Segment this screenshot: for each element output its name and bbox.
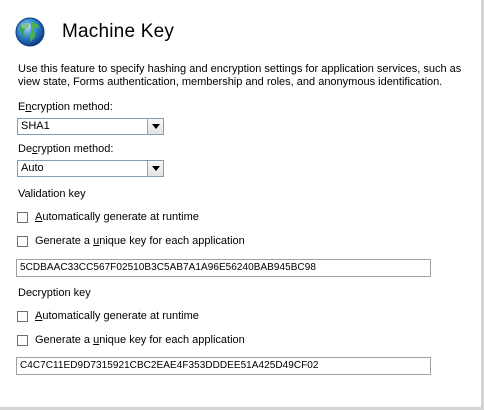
feature-description: Use this feature to specify hashing and encryption settings for application services, such as view state, Forms authentication, membership and roles, and anonymous identification. bbox=[18, 63, 462, 88]
decryption-key-heading: Decryption key bbox=[18, 287, 91, 299]
validation-auto-generate-row[interactable] bbox=[17, 211, 199, 223]
decryption-key-value: C4C7C11ED9D7315921CBC2EAE4F353DDDEE51A425D49CF02 bbox=[20, 360, 319, 371]
chevron-down-icon[interactable] bbox=[147, 119, 163, 134]
validation-unique-key-label: Generate a unique key for each application bbox=[35, 235, 245, 247]
encryption-method-select[interactable] bbox=[17, 118, 164, 135]
decryption-unique-key-row[interactable] bbox=[17, 334, 245, 346]
validation-unique-key-checkbox[interactable] bbox=[17, 236, 28, 247]
validation-key-input[interactable] bbox=[16, 259, 431, 277]
decryption-auto-generate-checkbox[interactable] bbox=[17, 311, 28, 322]
decryption-auto-generate-row[interactable] bbox=[17, 310, 199, 322]
validation-auto-generate-checkbox[interactable] bbox=[17, 212, 28, 223]
decryption-unique-key-checkbox[interactable] bbox=[17, 335, 28, 346]
decryption-unique-key-label: Generate a unique key for each application bbox=[35, 334, 245, 346]
chevron-down-icon[interactable] bbox=[147, 161, 163, 176]
page-header bbox=[14, 12, 174, 52]
encryption-method-label: Encryption method: bbox=[18, 101, 113, 113]
decryption-method-select[interactable] bbox=[17, 160, 164, 177]
encryption-method-value: SHA1 bbox=[21, 120, 50, 132]
validation-auto-generate-label: Automatically generate at runtime bbox=[35, 211, 199, 223]
validation-key-value: 5CDBAAC33CC567F02510B3C5AB7A1A96E56240BAB945BC98 bbox=[20, 262, 316, 273]
validation-unique-key-row[interactable] bbox=[17, 235, 245, 247]
page-title: Machine Key bbox=[62, 21, 175, 42]
decryption-method-label: Decryption method: bbox=[18, 143, 114, 155]
decryption-method-value: Auto bbox=[21, 162, 44, 174]
globe-icon bbox=[14, 16, 46, 48]
validation-key-heading: Validation key bbox=[18, 188, 86, 200]
decryption-auto-generate-label: Automatically generate at runtime bbox=[35, 310, 199, 322]
decryption-key-input[interactable] bbox=[16, 357, 431, 375]
